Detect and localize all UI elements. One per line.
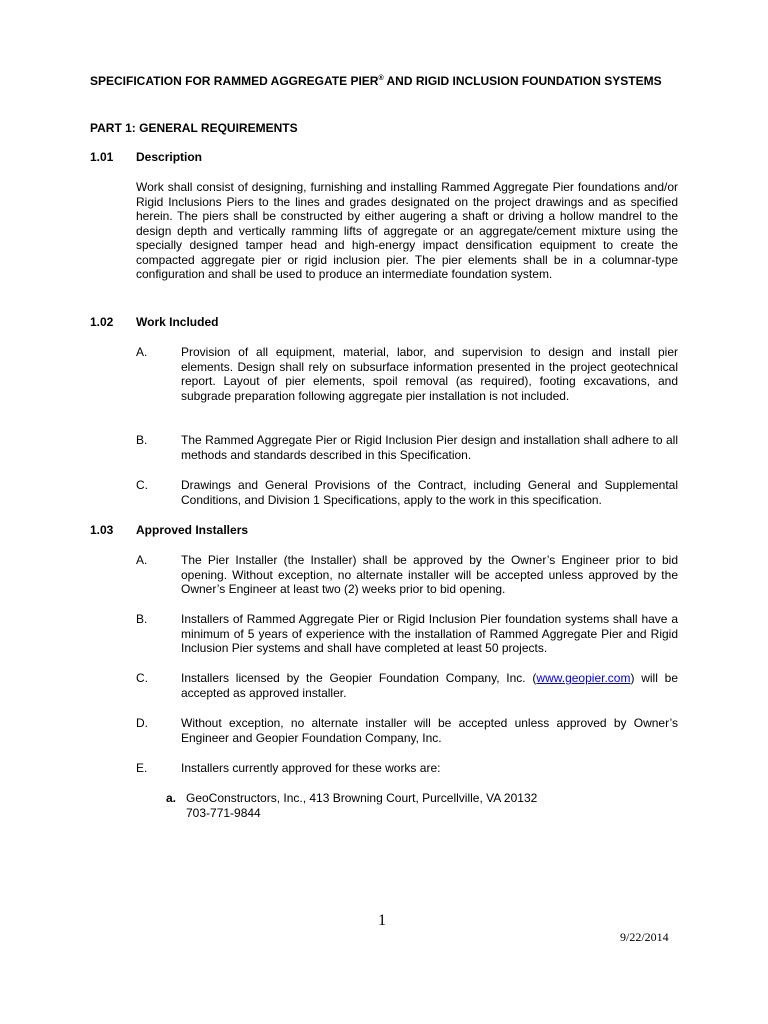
item-letter: A. [136,345,148,359]
item-text: Installers of Rammed Aggregate Pier or Rigid Inclusion Pier foundation systems shall have a minimum of 5 years of experience with the installation of Rammed Aggregate Pier and Rigid Inclusion Pier systems and shall have completed at least 50 projects. [181,612,678,655]
item-letter: B. [136,433,148,447]
section-number: 1.01 [90,150,114,164]
geopier-link[interactable]: www.geopier.com [536,671,631,685]
item-letter: C. [136,671,148,685]
item-text-before-link: Installers licensed by the Geopier Foundation Company, Inc. ( [181,671,537,685]
section-number: 1.02 [90,315,114,329]
footer-date: 9/22/2014 [620,930,669,944]
section-title: Approved Installers [136,523,249,537]
description-paragraph: Work shall consist of designing, furnishing and installing Rammed Aggregate Pier foundations and/or Rigid Inclusions Piers to the lines and grades designated on the project drawings and as specified herein. The piers shall be constructed by either augering a shaft or driving a hollow mandrel to the design depth and vertically ramming lifts of aggregate or an aggregate/cement mixture using the specially designed tamper head and high-energy impact densification equipment to create the compacted aggregate pier or rigid inclusion pier. The pier elements shall be in a columnar-type configuration and shall be used to produce an intermediate foundation system. [136,180,678,281]
section-title: Work Included [136,315,219,329]
subitem-letter: a. [166,791,177,805]
item-text: The Pier Installer (the Installer) shall be approved by the Owner’s Engineer prior to bid opening. Without exception, no alternate installer will be accepted unless approved by the Owner’s Engineer at least two (2) weeks prior to bid opening. [181,553,678,596]
page-number: 1 [378,912,386,929]
item-text: Without exception, no alternate installer will be accepted unless approved by Owner’s Engineer and Geopier Foundation Company, Inc. [181,716,678,745]
item-text-after-link: ) will be accepted as approved installer. [181,671,678,700]
item-text [181,671,678,700]
item-text: Provision of all equipment, material, labor, and supervision to design and install pier elements. Design shall rely on subsurface information presented in the project geotechnical report. Layout of pier elements, spoil removal (as required), footing excavations, and subgrade preparation following aggregate pier installation is not included. [181,345,678,403]
document-title [90,74,678,89]
item-text: The Rammed Aggregate Pier or Rigid Inclusion Pier design and installation shall adhere to all methods and standards described in this Specification. [181,433,678,462]
item-letter: D. [136,716,148,730]
part-heading: PART 1: GENERAL REQUIREMENTS [90,121,298,135]
item-letter: E. [136,761,148,775]
item-text: Drawings and General Provisions of the Contract, including General and Supplemental Conditions, and Division 1 Specifications, apply to the work in this specification. [181,478,678,507]
title-line-1: SPECIFICATION FOR RAMMED AGGREGATE PIER [90,74,379,88]
section-title: Description [136,150,203,164]
item-letter: A. [136,553,148,567]
title-line-2: AND RIGID INCLUSION FOUNDATION SYSTEMS [383,74,662,88]
item-letter: B. [136,612,148,626]
installer-phone: 703-771-9844 [186,805,261,820]
installer-name-address: GeoConstructors, Inc., 413 Browning Court, Purcellville, VA 20132 [186,791,538,805]
registered-mark: ® [378,75,384,82]
section-number: 1.03 [90,523,114,537]
item-letter: C. [136,478,148,492]
installer-address [186,791,537,820]
item-text: Installers currently approved for these works are: [181,761,441,775]
